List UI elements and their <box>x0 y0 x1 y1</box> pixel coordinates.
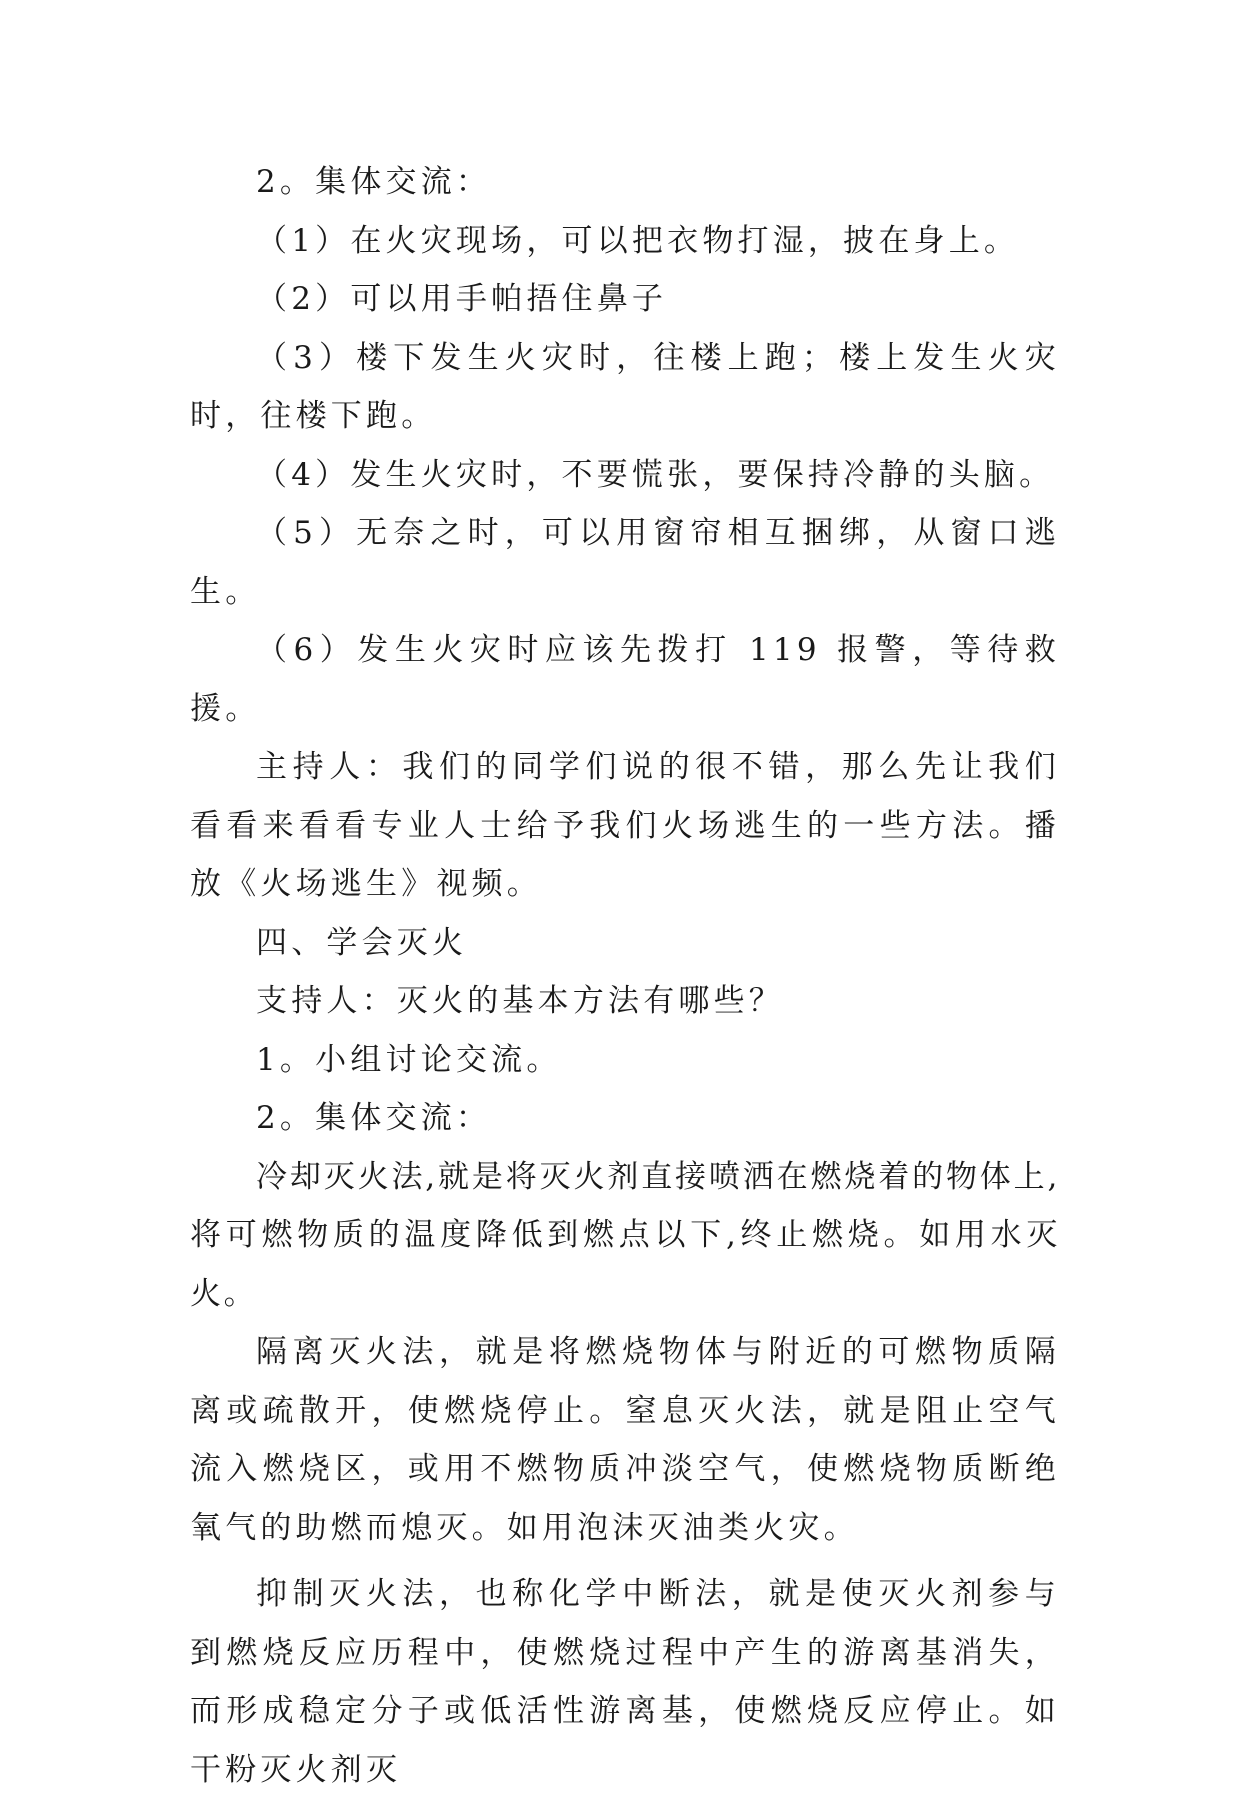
paragraph-item-1: （1）在火灾现场，可以把衣物打湿，披在身上。 <box>256 222 1020 259</box>
paragraph-host-remark: 主持人：我们的同学们说的很不错，那么先让我们看看来看看专业人士给予我们火场逃生的一些方法。播放《火场逃生》视频。 <box>190 749 1060 902</box>
paragraph-host-question: 支持人：灭火的基本方法有哪些？ <box>256 983 784 1019</box>
paragraph-item-2: （2）可以用手帕捂住鼻子 <box>256 281 668 317</box>
paragraph-group-exchange-heading: 2。集体交流： <box>256 164 492 200</box>
paragraph-group-exchange-heading-2: 2。集体交流： <box>256 1100 492 1136</box>
paragraph-cooling-method: 冷却灭火法,就是将灭火剂直接喷洒在燃烧着的物体上,将可燃物质的温度降低到燃点以下,终止燃烧。如用水灭火。 <box>190 1158 1060 1312</box>
paragraph-item-4: （4）发生火灾时，不要慌张，要保持冷静的头脑。 <box>256 456 1055 493</box>
paragraph-suppression-method: 抑制灭火法，也称化学中断法，就是使灭火剂参与到燃烧反应历程中，使燃烧过程中产生的游离基消失，而形成稳定分子或低活性游离基，使燃烧反应停止。如干粉灭火剂灭 <box>190 1576 1060 1788</box>
paragraph-item-5: （5）无奈之时，可以用窗帘相互捆绑，从窗口逃生。 <box>190 515 1060 610</box>
paragraph-group-discussion: 1。小组讨论交流。 <box>256 1041 562 1078</box>
section-heading-learn-extinguish: 四、学会灭火 <box>256 924 468 961</box>
paragraph-item-3: （3）楼下发生火灾时，往楼上跑；楼上发生火灾时，往楼下跑。 <box>190 339 1060 434</box>
paragraph-item-6: （6）发生火灾时应该先拨打 119 报警，等待救援。 <box>190 632 1060 727</box>
document-body <box>190 153 1060 1799</box>
paragraph-isolation-method: 隔离灭火法，就是将燃烧物体与附近的可燃物质隔离或疏散开，使燃烧停止。窒息灭火法，就是阻止空气流入燃烧区，或用不燃物质冲淡空气，使燃烧物质断绝氧气的助燃而熄灭。如用泡沫灭油类火灾。 <box>190 1334 1060 1546</box>
